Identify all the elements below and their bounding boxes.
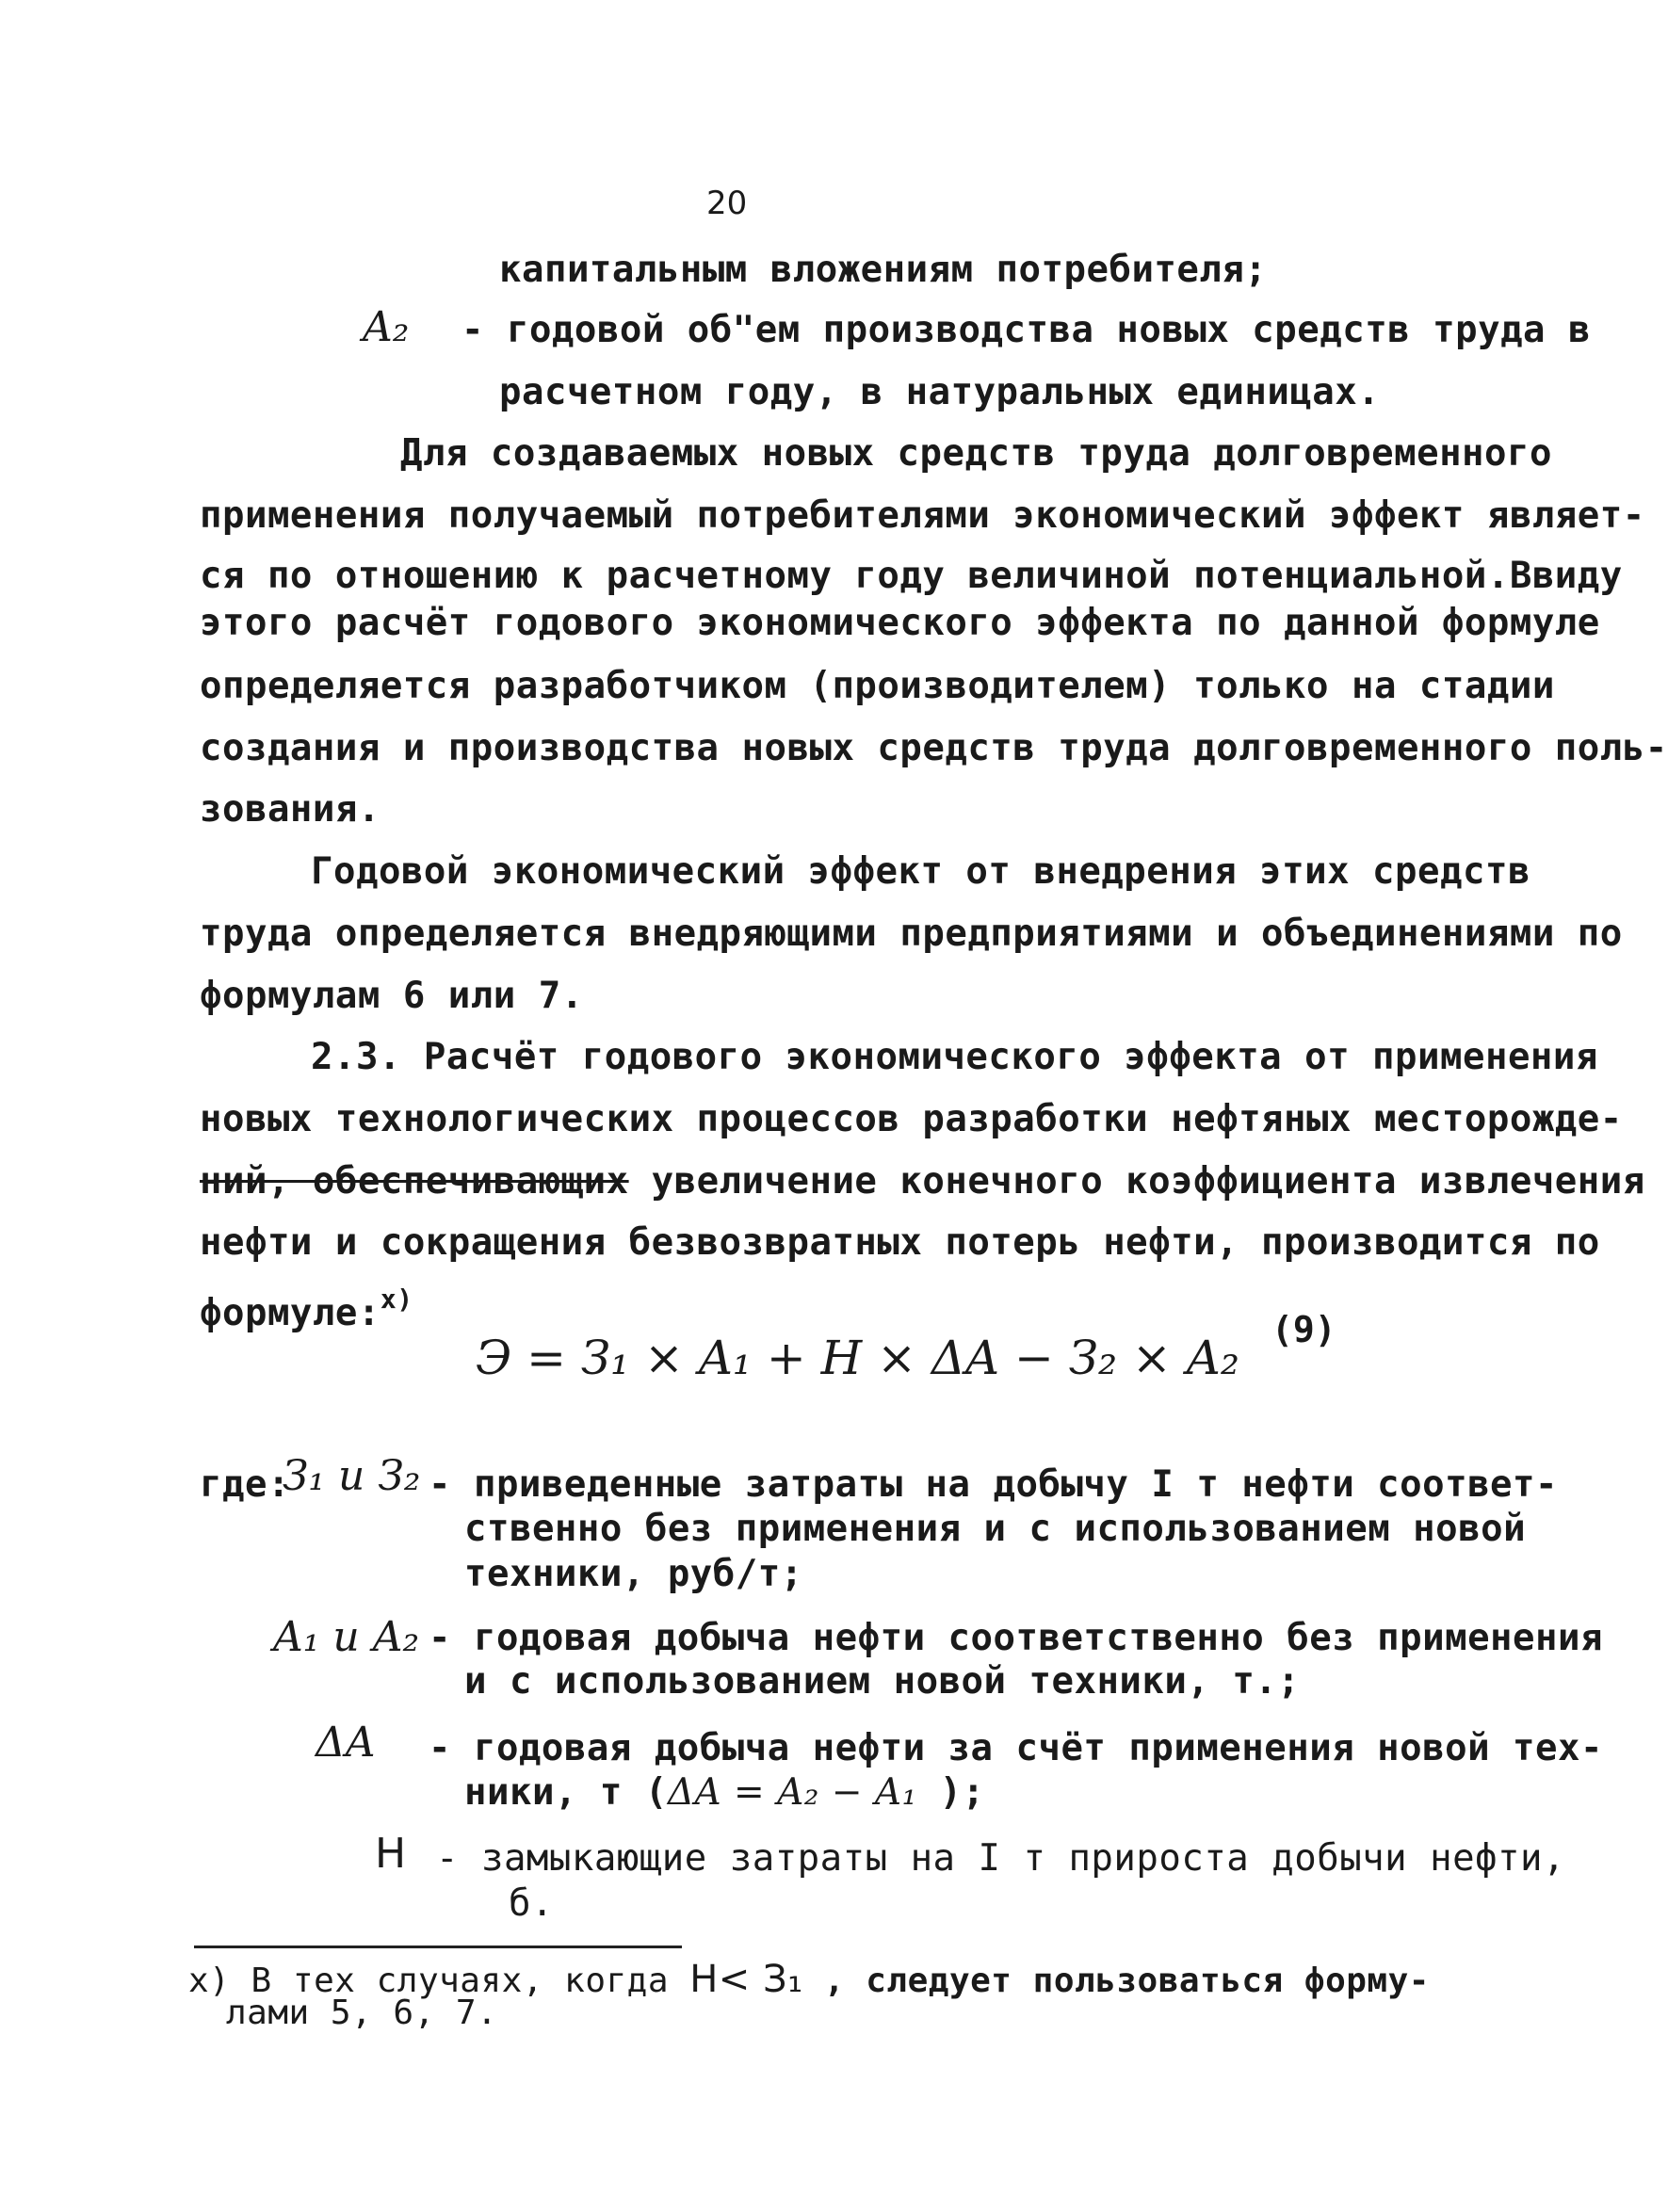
paragraph-2-line-3: формулам 6 или 7. xyxy=(200,975,584,1017)
struck-text: ний, обеспечивающих xyxy=(200,1160,629,1203)
z-symbols: З₁ и З₂ xyxy=(283,1452,421,1500)
formula-9: Э = З₁ × A₁ + H × ΔA − З₂ × A₂ xyxy=(476,1331,1239,1385)
footnote-mark: x) xyxy=(188,1962,231,2000)
h-symbol: H xyxy=(375,1830,407,1878)
paragraph-1-line-6: создания и производства новых средств труда долговременного поль- xyxy=(200,727,1668,769)
footnote-line-2: лами 5, 6, 7. xyxy=(226,1994,498,2032)
paragraph-1-line-7: зования. xyxy=(200,788,381,831)
section-2-3-line-1: 2.3. Расчёт годового экономического эффекта от применения xyxy=(311,1036,1598,1078)
delta-a-definition-line-2 xyxy=(464,1770,985,1816)
h-definition-line-1: - замыкающие затраты на I т прироста добычи нефти, xyxy=(436,1837,1565,1880)
footnote-condition: H< З₁ xyxy=(689,1958,803,2001)
section-2-3-line-5 xyxy=(200,1277,413,1336)
section-2-3-line-3 xyxy=(200,1159,1645,1204)
a-symbols: A₁ и A₂ xyxy=(273,1613,420,1661)
a2-definition-line-1: - годовой об"ем производства новых средств труда в xyxy=(462,309,1591,351)
z-definition-line-3: техники, руб/т; xyxy=(464,1553,803,1595)
a2-definition-line-2: расчетном году, в натуральных единицах. xyxy=(499,371,1381,413)
delta-a-text: ники, т ( xyxy=(464,1771,668,1814)
a2-symbol: A₂ xyxy=(363,303,410,351)
continuation-line: капитальным вложениям потребителя; xyxy=(499,249,1268,291)
a-definition-line-2: и с использованием новой техники, т.; xyxy=(464,1660,1301,1703)
paragraph-2-line-2: труда определяется внедряющими предприятиями и объединениями по xyxy=(200,912,1623,955)
delta-a-close: ); xyxy=(916,1771,985,1814)
paragraph-1-line-3: ся по отношению к расчетному году величиной потенциальной.Ввиду xyxy=(200,555,1623,597)
section-2-3-line-2: новых технологических процессов разработки нефтяных месторожде- xyxy=(200,1098,1623,1140)
footnote-divider xyxy=(194,1946,682,1948)
paragraph-1-line-1: Для создаваемых новых средств труда долговременного xyxy=(400,432,1552,475)
h-definition-line-2: б. xyxy=(509,1882,554,1925)
paragraph-2-line-1: Годовой экономический эффект от внедрения этих средств xyxy=(311,850,1530,893)
line-rest: увеличение конечного коэффициента извлечения xyxy=(628,1160,1645,1203)
paragraph-1-line-4: этого расчёт годового экономического эффекта по данной формуле xyxy=(200,602,1600,644)
paragraph-1-line-5: определяется разработчиком (производителем) только на стадии xyxy=(200,665,1555,707)
footnote-text-a: В тех случаях, когда xyxy=(251,1962,670,2000)
delta-a-definition-line-1: - годовая добыча нефти за счёт применения новой тех- xyxy=(429,1727,1603,1769)
section-2-3-line-4: нефти и сокращения безвозвратных потерь нефти, производится по xyxy=(200,1221,1600,1264)
a-definition-line-1: - годовая добыча нефти соответственно без применения xyxy=(429,1617,1603,1659)
z-definition-line-2: ственно без применения и с использованием новой xyxy=(464,1508,1527,1550)
delta-a-symbol: ΔA xyxy=(316,1719,376,1767)
formula-number: (9) xyxy=(1271,1309,1336,1350)
delta-a-formula: ΔA = A₂ − A₁ xyxy=(667,1771,917,1814)
where-label: где: xyxy=(200,1463,290,1506)
paragraph-1-line-2: применения получаемый потребителями экономический эффект являет- xyxy=(200,494,1645,537)
footnote-text-b: , следует пользоваться форму- xyxy=(823,1962,1430,2000)
formula-intro: формуле: xyxy=(200,1292,381,1334)
z-definition-line-1: - приведенные затраты на добычу I т нефти соответ- xyxy=(429,1463,1558,1506)
footnote-reference: x) xyxy=(380,1284,413,1315)
page-number: 20 xyxy=(706,185,748,222)
